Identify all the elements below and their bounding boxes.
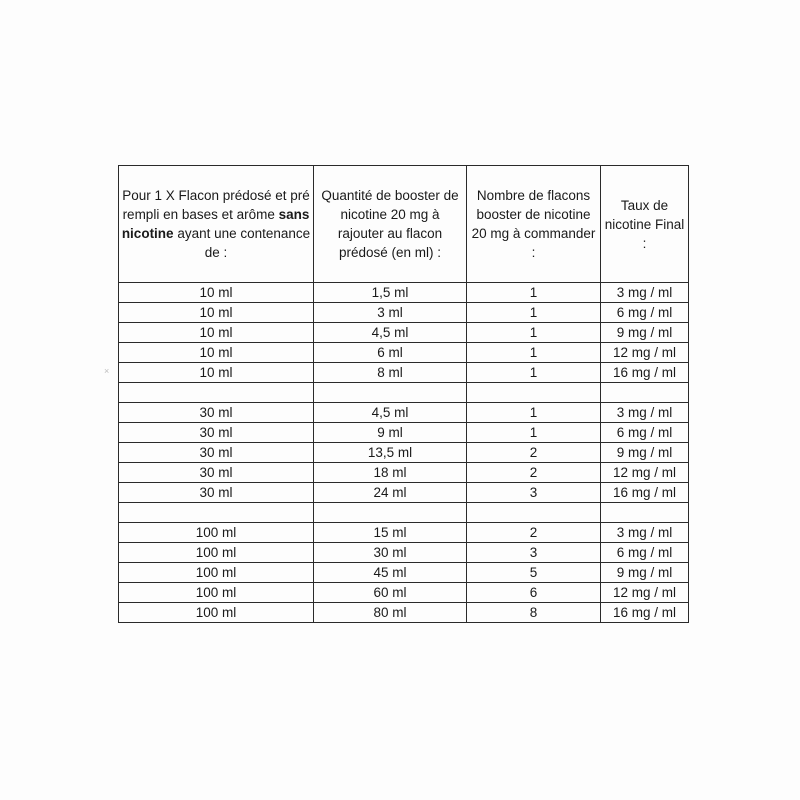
empty-cell (314, 503, 467, 523)
nicotine-dosage-table (118, 165, 689, 623)
header-volume-text-bold: sans nicotine (121, 207, 310, 241)
booster-count-cell: 3 (467, 543, 601, 563)
final-rate-cell: 3 mg / ml (601, 403, 689, 423)
empty-cell (314, 383, 467, 403)
header-final-rate: Taux de nicotine Final : (601, 166, 689, 283)
final-rate-cell: 12 mg / ml (601, 463, 689, 483)
volume-cell: 100 ml (119, 583, 314, 603)
header-booster-quantity: Quantité de booster de nicotine 20 mg à rajouter au flacon prédosé (en ml) : (314, 166, 467, 283)
volume-cell: 100 ml (119, 523, 314, 543)
booster-count-cell: 1 (467, 283, 601, 303)
booster-count-cell: 2 (467, 523, 601, 543)
table-row (119, 323, 689, 343)
table-row (119, 423, 689, 443)
booster-count-cell: 3 (467, 483, 601, 503)
booster-quantity-cell: 4,5 ml (314, 403, 467, 423)
booster-quantity-cell: 1,5 ml (314, 283, 467, 303)
volume-cell: 10 ml (119, 363, 314, 383)
booster-count-cell: 1 (467, 343, 601, 363)
volume-cell: 30 ml (119, 423, 314, 443)
table-row (119, 523, 689, 543)
final-rate-cell: 9 mg / ml (601, 563, 689, 583)
booster-count-cell: 1 (467, 423, 601, 443)
final-rate-cell: 16 mg / ml (601, 603, 689, 623)
final-rate-cell: 9 mg / ml (601, 443, 689, 463)
table-row (119, 583, 689, 603)
table-body (119, 283, 689, 623)
empty-cell (467, 503, 601, 523)
volume-cell: 10 ml (119, 323, 314, 343)
volume-cell: 10 ml (119, 283, 314, 303)
booster-count-cell: 6 (467, 583, 601, 603)
volume-cell: 30 ml (119, 483, 314, 503)
booster-count-cell: 1 (467, 323, 601, 343)
booster-quantity-cell: 13,5 ml (314, 443, 467, 463)
booster-quantity-cell: 45 ml (314, 563, 467, 583)
header-booster-count: Nombre de flacons booster de nicotine 20 mg à commander : (467, 166, 601, 283)
spacer-row (119, 503, 689, 523)
header-row (119, 166, 689, 283)
booster-quantity-cell: 3 ml (314, 303, 467, 323)
volume-cell: 100 ml (119, 563, 314, 583)
table-row (119, 343, 689, 363)
table-row (119, 363, 689, 383)
booster-quantity-cell: 18 ml (314, 463, 467, 483)
final-rate-cell: 16 mg / ml (601, 483, 689, 503)
empty-cell (467, 383, 601, 403)
empty-cell (119, 503, 314, 523)
volume-cell: 100 ml (119, 543, 314, 563)
scan-speck: × (104, 366, 110, 376)
table-row (119, 403, 689, 423)
final-rate-cell: 12 mg / ml (601, 343, 689, 363)
volume-cell: 30 ml (119, 463, 314, 483)
table-row (119, 483, 689, 503)
spacer-row (119, 383, 689, 403)
booster-quantity-cell: 4,5 ml (314, 323, 467, 343)
final-rate-cell: 3 mg / ml (601, 523, 689, 543)
empty-cell (601, 503, 689, 523)
table-row (119, 543, 689, 563)
volume-cell: 100 ml (119, 603, 314, 623)
final-rate-cell: 6 mg / ml (601, 543, 689, 563)
booster-count-cell: 8 (467, 603, 601, 623)
empty-cell (119, 383, 314, 403)
table-row (119, 283, 689, 303)
volume-cell: 30 ml (119, 403, 314, 423)
booster-count-cell: 2 (467, 463, 601, 483)
table-row (119, 303, 689, 323)
booster-count-cell: 1 (467, 403, 601, 423)
booster-quantity-cell: 24 ml (314, 483, 467, 503)
booster-quantity-cell: 6 ml (314, 343, 467, 363)
booster-quantity-cell: 60 ml (314, 583, 467, 603)
header-volume-text-post: ayant une contenance de : (173, 226, 311, 260)
table-row (119, 463, 689, 483)
booster-count-cell: 1 (467, 303, 601, 323)
volume-cell: 10 ml (119, 343, 314, 363)
final-rate-cell: 9 mg / ml (601, 323, 689, 343)
booster-quantity-cell: 30 ml (314, 543, 467, 563)
final-rate-cell: 16 mg / ml (601, 363, 689, 383)
booster-quantity-cell: 8 ml (314, 363, 467, 383)
final-rate-cell: 6 mg / ml (601, 423, 689, 443)
header-volume (119, 166, 314, 283)
booster-quantity-cell: 80 ml (314, 603, 467, 623)
final-rate-cell: 6 mg / ml (601, 303, 689, 323)
final-rate-cell: 3 mg / ml (601, 283, 689, 303)
header-volume-text-pre: Pour 1 X Flacon prédosé et pré rempli en bases et arôme (122, 188, 310, 222)
table-row (119, 563, 689, 583)
table-row (119, 603, 689, 623)
booster-count-cell: 5 (467, 563, 601, 583)
booster-count-cell: 1 (467, 363, 601, 383)
booster-quantity-cell: 15 ml (314, 523, 467, 543)
booster-quantity-cell: 9 ml (314, 423, 467, 443)
final-rate-cell: 12 mg / ml (601, 583, 689, 603)
empty-cell (601, 383, 689, 403)
booster-count-cell: 2 (467, 443, 601, 463)
volume-cell: 30 ml (119, 443, 314, 463)
volume-cell: 10 ml (119, 303, 314, 323)
table-row (119, 443, 689, 463)
